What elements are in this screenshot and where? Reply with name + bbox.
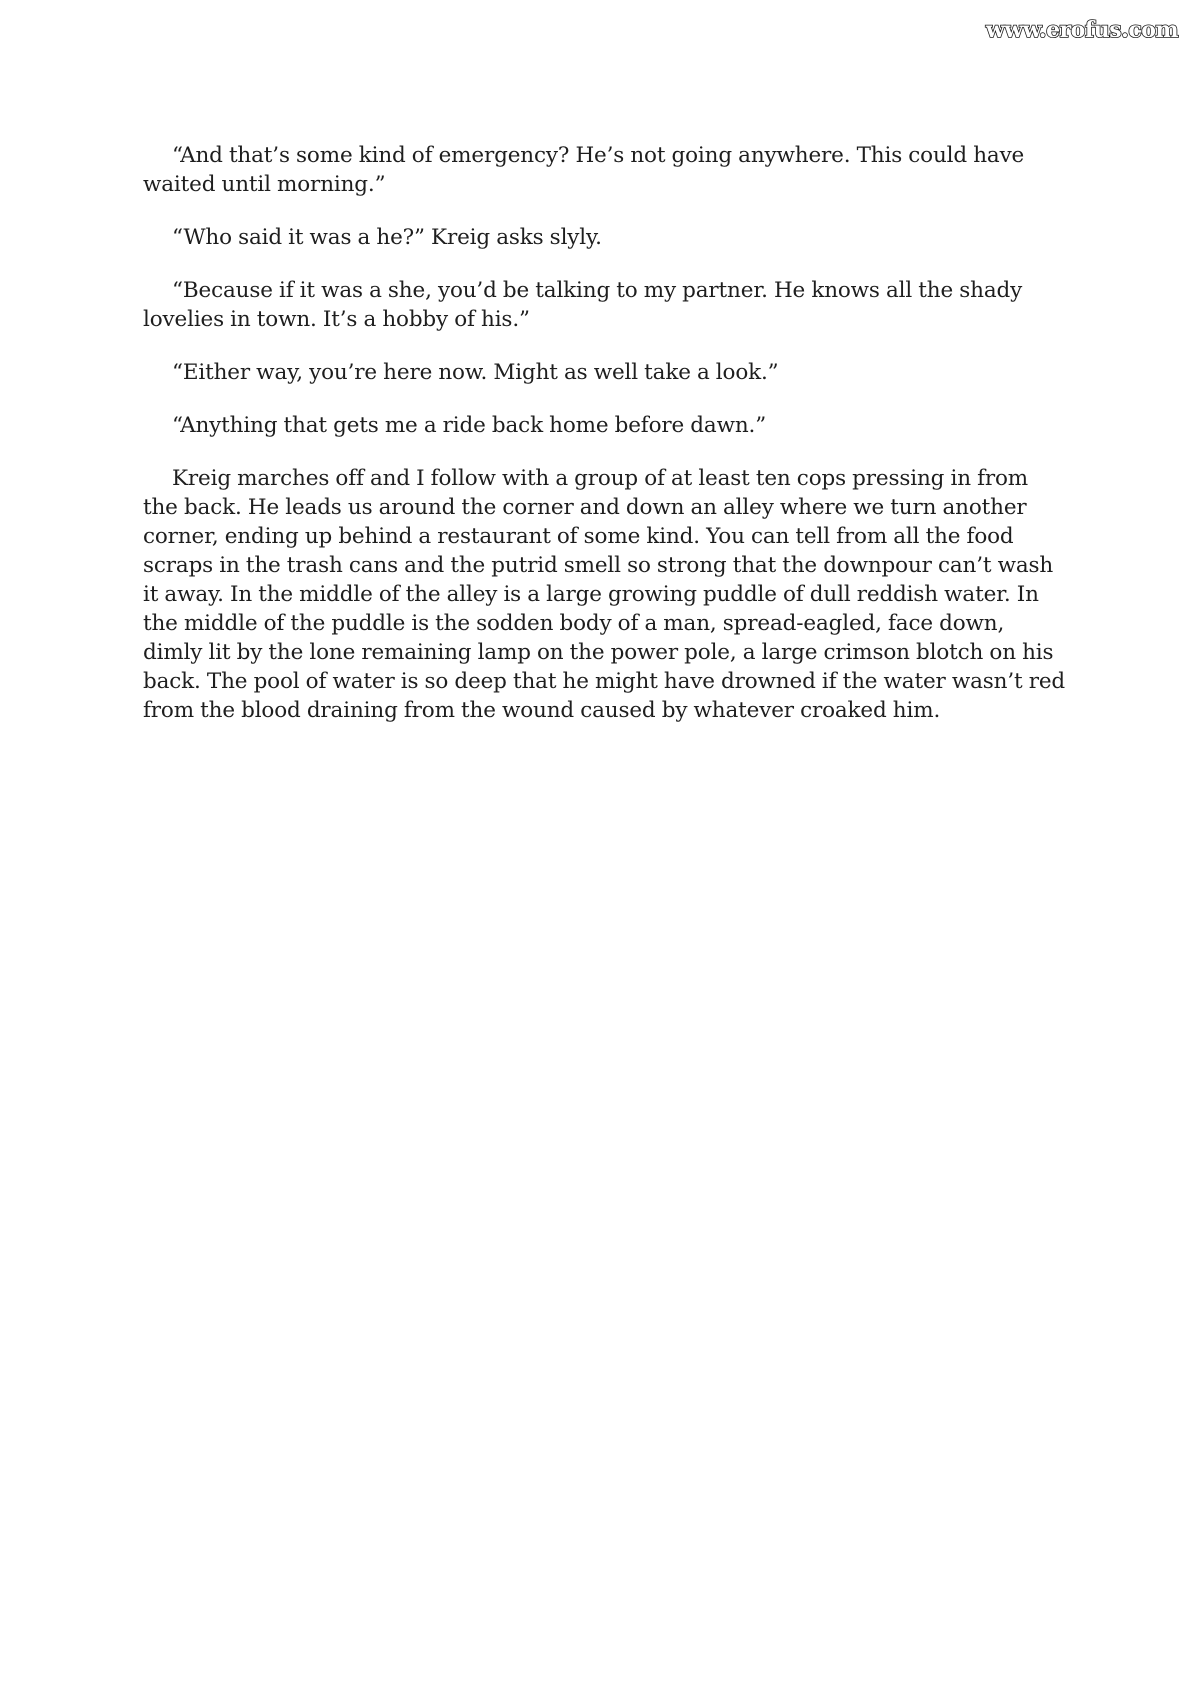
paragraph-anything: “Anything that gets me a ride back home before dawn.”: [172, 413, 767, 438]
paragraph-emergency: “And that’s some kind of emergency? He’s not going anywhere. This could have waited until morning.”: [143, 143, 1025, 197]
paragraph-because: “Because if it was a she, you’d be talking to my partner. He knows all the shady lovelies in town. It’s a hobby of his.”: [143, 278, 1023, 332]
watermark-text: www.erofus.com: [985, 17, 1179, 43]
watermark-logo-graphic: [978, 12, 1186, 46]
paragraph-kreig-marches: Kreig marches off and I follow with a group of at least ten cops pressing in from the back. He leads us around the corner and down an alley where we turn another corner, ending up behind a restaurant of some kind. You can tell from all the food scraps in the trash cans and the putrid smell so strong that the downpour can’t wash it away. In the middle of the alley is a large growing puddle of dull reddish water. In the middle of the puddle is the sodden body of a man, spread-eagled, face down, dimly lit by the lone remaining lamp on the power pole, a large crimson blotch on his back. The pool of water is so deep that he might have drowned if the water wasn’t red from the blood draining from the wound caused by whatever croaked him.: [143, 466, 1066, 723]
story-text: [143, 141, 1065, 725]
paragraph-either-way: “Either way, you’re here now. Might as well take a look.”: [172, 360, 779, 385]
paragraph-who-said: “Who said it was a he?” Kreig asks slyly.: [172, 225, 602, 250]
watermark-logo: [978, 12, 1186, 46]
